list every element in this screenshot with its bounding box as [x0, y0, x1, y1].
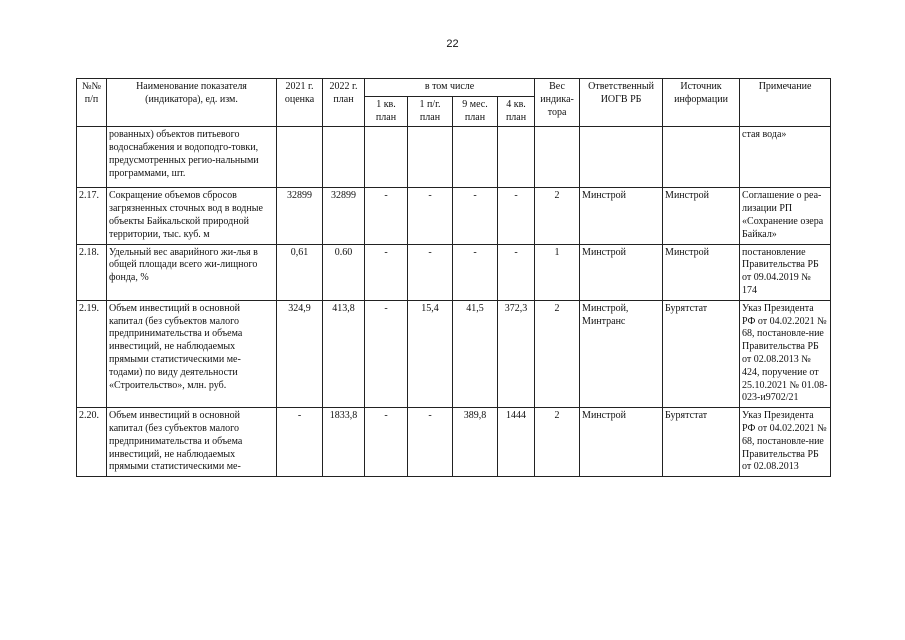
cell-q4: 372,3 — [498, 300, 535, 407]
header-q1: 1 кв. план — [365, 96, 408, 127]
cell-9m: - — [453, 244, 498, 300]
cell-source: Минстрой — [663, 244, 740, 300]
cell-name: рованных) объектов питьевого водоснабжения и водоподго-товки, предусмотренных регио-нальными программами, шт. — [107, 127, 277, 188]
cell-9m — [453, 127, 498, 188]
header-source: Источник информации — [663, 79, 740, 127]
cell-num: 2.19. — [77, 300, 107, 407]
cell-weight: 2 — [535, 188, 580, 244]
cell-num: 2.17. — [77, 188, 107, 244]
cell-weight: 1 — [535, 244, 580, 300]
header-9m: 9 мес. план — [453, 96, 498, 127]
cell-9m: 41,5 — [453, 300, 498, 407]
cell-h1: - — [408, 408, 453, 477]
header-h1: 1 п/г. план — [408, 96, 453, 127]
cell-2021: 0,61 — [277, 244, 323, 300]
cell-2021: 32899 — [277, 188, 323, 244]
cell-h1: 15,4 — [408, 300, 453, 407]
cell-note: Указ Президента РФ от 04.02.2021 № 68, постановле-ние Правительства РБ от 02.08.2013 — [740, 408, 831, 477]
cell-num — [77, 127, 107, 188]
table-row — [77, 127, 831, 188]
cell-note: Указ Президента РФ от 04.02.2021 № 68, постановле-ние Правительства РБ от 02.08.2013 № 424, поручение от 25.10.2021 № 01.08-023-и9702/21 — [740, 300, 831, 407]
cell-2022: 0.60 — [323, 244, 365, 300]
cell-h1 — [408, 127, 453, 188]
page-number: 22 — [446, 38, 459, 50]
cell-2022: 32899 — [323, 188, 365, 244]
cell-responsible: Минстрой — [580, 244, 663, 300]
cell-q4: - — [498, 188, 535, 244]
cell-responsible: Минстрой — [580, 408, 663, 477]
cell-2021: 324,9 — [277, 300, 323, 407]
cell-q1: - — [365, 188, 408, 244]
header-note: Примечание — [740, 79, 831, 127]
cell-2021: - — [277, 408, 323, 477]
cell-name: Удельный вес аварийного жи-лья в общей площади всего жи-лищного фонда, % — [107, 244, 277, 300]
table-row — [77, 244, 831, 300]
header-including: в том числе — [365, 79, 535, 97]
header-name: Наименование показателя (индикатора), ед. изм. — [107, 79, 277, 127]
cell-q1: - — [365, 300, 408, 407]
cell-h1: - — [408, 244, 453, 300]
header-q4: 4 кв. план — [498, 96, 535, 127]
cell-name: Объем инвестиций в основной капитал (без субъектов малого предпринимательства и объема инвестиций, не наблюдаемых прямыми статистическими ме- — [107, 408, 277, 477]
cell-note: постановление Правительства РБ от 09.04.2019 № 174 — [740, 244, 831, 300]
cell-q4 — [498, 127, 535, 188]
header-weight: Вес индика-тора — [535, 79, 580, 127]
cell-name: Объем инвестиций в основной капитал (без субъектов малого предпринимательства и объема инвестиций, не наблюдаемых прямыми статистическими ме-тодами) по виду деятельности «Строительство», млн. руб. — [107, 300, 277, 407]
cell-9m: - — [453, 188, 498, 244]
cell-name: Сокращение объемов сбросов загрязненных сточных вод в водные объекты Байкальской природной территории, тыс. куб. м — [107, 188, 277, 244]
header-num: №№ п/п — [77, 79, 107, 127]
cell-source — [663, 127, 740, 188]
table-row — [77, 188, 831, 244]
cell-source: Минстрой — [663, 188, 740, 244]
cell-weight: 2 — [535, 300, 580, 407]
cell-2022: 1833,8 — [323, 408, 365, 477]
cell-q1: - — [365, 408, 408, 477]
cell-h1: - — [408, 188, 453, 244]
cell-q4: 1444 — [498, 408, 535, 477]
table-row — [77, 408, 831, 477]
cell-9m: 389,8 — [453, 408, 498, 477]
table-row — [77, 300, 831, 407]
cell-responsible: Минстрой, Минтранс — [580, 300, 663, 407]
cell-source: Бурятстат — [663, 300, 740, 407]
cell-source: Бурятстат — [663, 408, 740, 477]
cell-note: Соглашение о реа-лизации РП «Сохранение озера Байкал» — [740, 188, 831, 244]
header-row — [77, 79, 831, 97]
cell-num: 2.18. — [77, 244, 107, 300]
header-responsible: Ответственный ИОГВ РБ — [580, 79, 663, 127]
header-2022-plan: 2022 г. план — [323, 79, 365, 127]
cell-note: стая вода» — [740, 127, 831, 188]
cell-q4: - — [498, 244, 535, 300]
cell-weight: 2 — [535, 408, 580, 477]
cell-weight — [535, 127, 580, 188]
cell-2022 — [323, 127, 365, 188]
header-2021-estimate: 2021 г. оценка — [277, 79, 323, 127]
cell-2022: 413,8 — [323, 300, 365, 407]
cell-2021 — [277, 127, 323, 188]
cell-num: 2.20. — [77, 408, 107, 477]
indicators-table — [76, 78, 831, 477]
cell-q1 — [365, 127, 408, 188]
cell-responsible: Минстрой — [580, 188, 663, 244]
cell-q1: - — [365, 244, 408, 300]
cell-responsible — [580, 127, 663, 188]
